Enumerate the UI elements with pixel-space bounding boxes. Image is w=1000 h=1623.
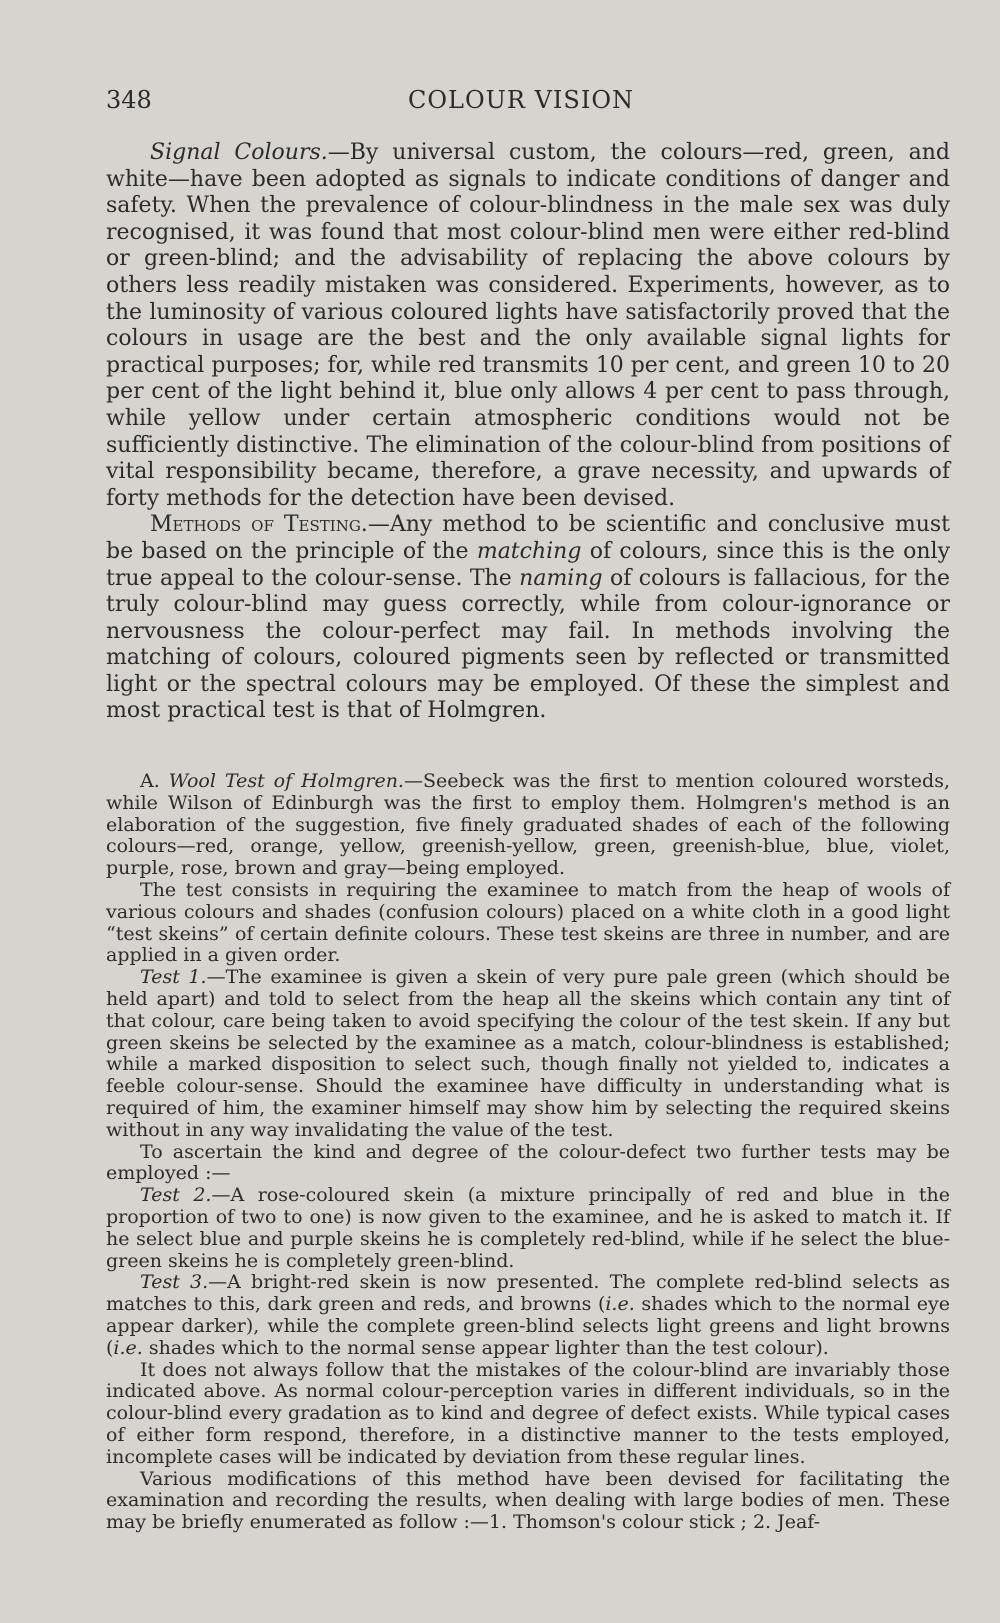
paragraph-mistakes: [106, 1360, 950, 1469]
paragraph-methods-of-testing: [106, 512, 950, 725]
section-letter: A.: [140, 770, 169, 793]
emphasis-naming: naming: [519, 565, 603, 591]
paragraph-text: It does not always follow that the mistakes of the colour-blind are invariably those indicated above. As normal colour-perception varies in different individuals, so in the colour-blind every gradation as to kind and degree of defect exists. While typical cases of either form respond, therefore, in a distinctive manner to the tests employed, incomplete cases will be indicated by deviation from these regular lines.: [106, 1358, 950, 1468]
emphasis-ie: i.e.: [605, 1293, 635, 1316]
page-body: [106, 140, 950, 1534]
paragraph-text: —Any method to be scientific and conclusive must be based on the principle of the: [106, 512, 950, 564]
paragraph-text: —The examinee is given a skein of very pure pale green (which should be held apart) and told to select from the heap all the skeins which contain any tint of that colour, care being taken to avoid specifying the colour of the test skein. If any but green skeins be selected by the examinee as a match, colour-blindness is established; while a marked disposition to select such, though finally not yielded to, indicates a feeble colour-sense. Should the examinee have difficulty in understanding what is required of him, the examiner himself may show him by selecting the required skeins without in any way invalidating the value of the test.: [106, 966, 950, 1141]
heading-test-1: Test 1.: [140, 966, 207, 989]
paragraph-test-3: [106, 1272, 950, 1359]
heading-test-2: Test 2.: [140, 1184, 212, 1207]
paragraph-text: —By universal custom, the colours—red, green, and white—have been adopted as signals to indicate conditions of danger and safety. When the prevalence of colour-blindness in the male sex was duly recognised, it was found that most colour-blind men were either red-blind or green-blind; and the advisability of replacing the above colours by others less readily mistaken was considered. Experiments, however, as to the luminosity of various coloured lights have satisfactorily proved that the colours in usage are the best and the only available signal lights for practical purposes; for, while red transmits 10 per cent, and green 10 to 20 per cent of the light behind it, blue only allows 4 per cent to pass through, while yellow under certain atmospheric conditions would not be sufficiently distinctive. The elimination of the colour-blind from positions of vital responsibility became, therefore, a grave necessity, and upwards of forty methods for the detection have been devised.: [106, 140, 950, 511]
paragraph-test-2: [106, 1185, 950, 1272]
paragraph-test-1: [106, 967, 950, 1141]
paragraph-text: —A rose-coloured skein (a mixture principally of red and blue in the proportion of two to one) is now given to the examinee, and he is asked to match it. If he select blue and purple skeins he is completely red-blind, while if he select the blue-green skeins he is completely green-blind.: [106, 1184, 950, 1272]
heading-wool-test: Wool Test of Holmgren.: [168, 770, 404, 793]
heading-test-3: Test 3.: [140, 1271, 209, 1294]
emphasis-ie: i.e.: [113, 1336, 143, 1359]
paragraph-text: of colours, since this is the only true appeal to the colour-sense. The: [106, 538, 951, 591]
paragraph-text: To ascertain the kind and degree of the colour-defect two further tests may be employed :—: [106, 1140, 950, 1185]
page-header: [106, 78, 936, 118]
paragraph-further-tests: [106, 1142, 950, 1186]
paragraph-text: shades which to the normal eye appear darker), while the complete green-blind selects light greens and light browns (: [106, 1293, 950, 1359]
section-gap: [106, 725, 950, 771]
paragraph-text: —A bright-red skein is now presented. The complete red-blind selects as matches to this, dark green and reds, and browns (: [106, 1271, 950, 1316]
heading-signal-colours: Signal Colours.: [150, 140, 328, 165]
heading-methods-of-testing: Methods of Testing.: [150, 512, 368, 538]
paragraph-test-procedure: [106, 880, 950, 967]
paragraph-signal-colours: [106, 140, 950, 512]
paragraph-wool-test: [106, 771, 950, 880]
paragraph-text: —Seebeck was the first to mention coloured worsteds, while Wilson of Edinburgh was the first to employ them. Holmgren's method is an elaboration of the suggestion, five finely graduated shades of each of the following colours—red, orange, yellow, greenish-yellow, green, greenish-blue, blue, violet, purple, rose, brown and gray—being employed.: [106, 770, 951, 880]
running-title: COLOUR VISION: [408, 86, 634, 114]
paragraph-text: The test consists in requiring the examinee to match from the heap of wools of various colours and shades (confusion colours) placed on a white cloth in a good light “test skeins” of certain definite colours. These test skeins are three in number, and are applied in a given order.: [106, 879, 950, 967]
emphasis-matching: matching: [476, 538, 582, 564]
paragraph-modifications: [106, 1469, 950, 1534]
paragraph-text: Various modifications of this method have been devised for facilitating the examination and recording the results, when dealing with large bodies of men. These may be briefly enumerated as follow :—1. Thomson's colour stick ; 2. Jeaf-: [106, 1467, 950, 1534]
page-number: 348: [106, 86, 152, 114]
paragraph-text: of colours is fallacious, for the truly colour-blind may guess correctly, while from colour-ignorance or nervousness the colour-perfect may fail. In methods involving the matching of colours, coloured pigments seen by reflected or transmitted light or the spectral colours may be employed. Of these the simplest and most practical test is that of Holmgren.: [106, 565, 950, 724]
paragraph-text: shades which to the normal sense appear lighter than the test colour).: [142, 1336, 829, 1359]
